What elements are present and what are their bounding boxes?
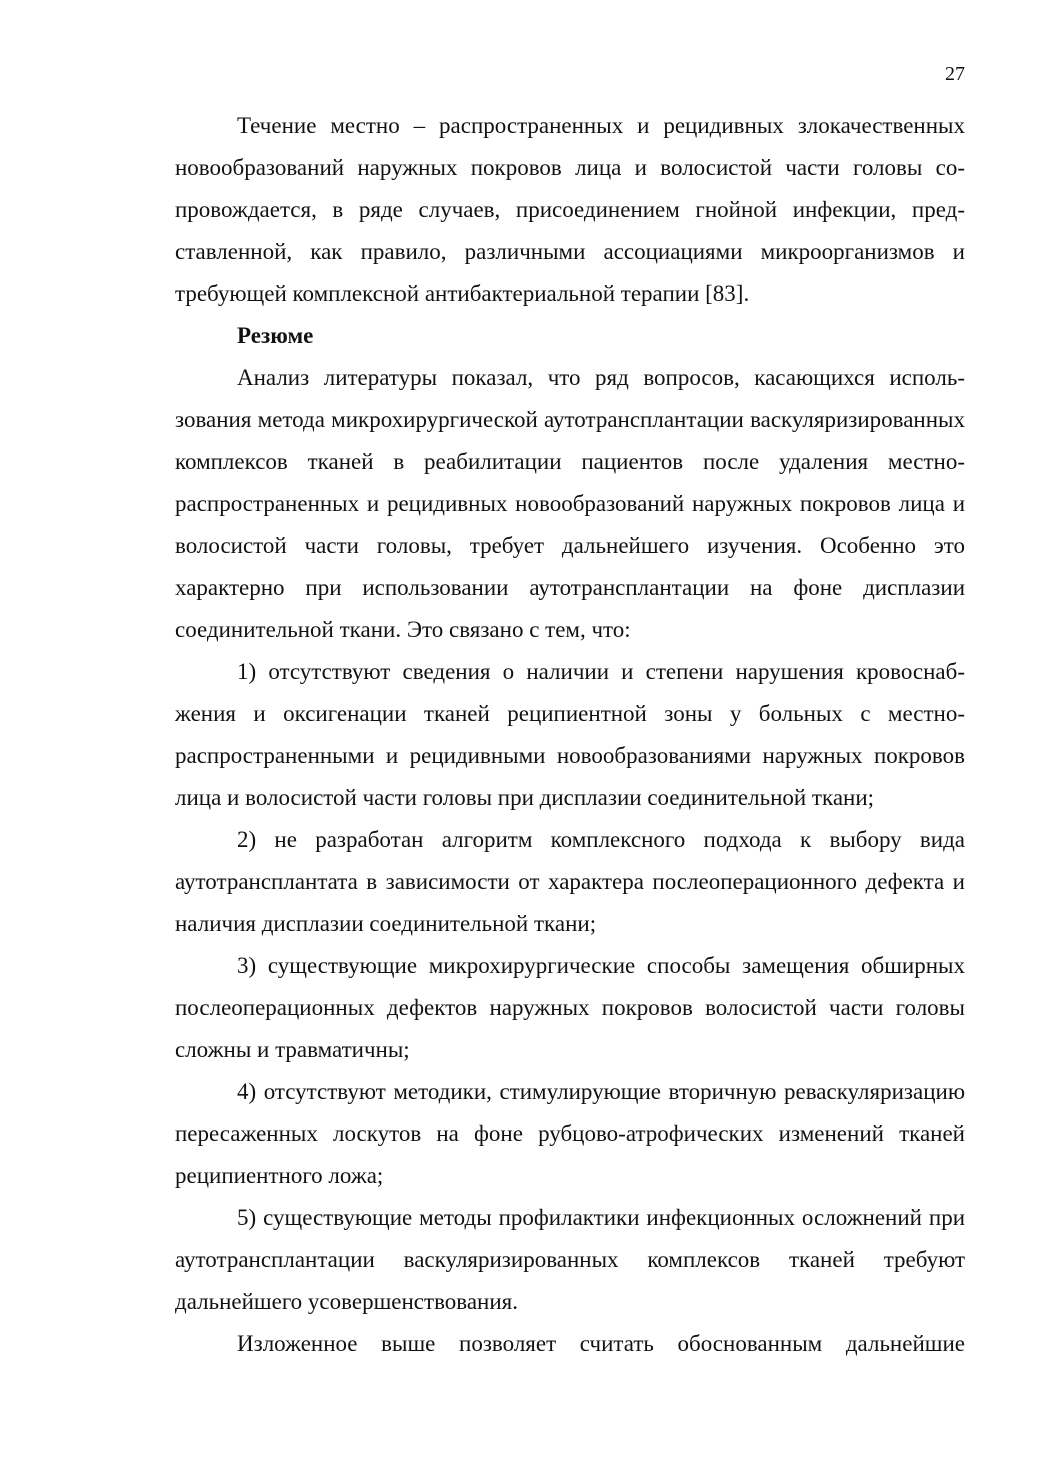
list-item-2: 2) не разработан алгоритм комплексного подхода к выбору вида аутотрансплантата в зависимости от характера послеоперационного дефекта и наличия дисплазии соединительной ткани; bbox=[175, 827, 965, 936]
page-number: 27 bbox=[945, 63, 965, 85]
list-item-5: 5) существующие методы профилактики инфекционных осложнений при аутотрансплантации васкуляризированных комплексов тканей требуют дальнейшего усовершенствования. bbox=[175, 1205, 965, 1314]
paragraph-intro: Течение местно – распространенных и рецидивных злокачественных новообразований наружных покровов лица и волосистой части головы сопровождается, в ряде случаев, присоединением гнойной инфекции, представленной, как правило, различными ассоциациями микроорганизмов и требующей комплексной антибактериальной терапии [83]. bbox=[175, 113, 965, 306]
list-item-1: 1) отсутствуют сведения о наличии и степени нарушения кровоснабжения и оксигенации тканей реципиентной зоны у больных с местно-распространенными и рецидивными новообразованиями наружных покровов лица и волосистой части головы при дисплазии соединительной ткани; bbox=[175, 659, 965, 810]
paragraph-conclusion: Изложенное выше позволяет считать обоснованным дальнейшие bbox=[237, 1331, 965, 1356]
paragraph-analysis: Анализ литературы показал, что ряд вопросов, касающихся использования метода микрохирургической аутотрансплантации васкуляризированных комплексов тканей в реабилитации пациентов после удаления местно-распространенных и рецидивных новообразований наружных покровов лица и волосистой части головы, требует дальнейшего изучения. Особенно это характерно при использовании аутотрансплантации на фоне дисплазии соединительной ткани. Это связано с тем, что: bbox=[175, 365, 965, 642]
page-body bbox=[175, 105, 965, 1365]
list-item-3: 3) существующие микрохирургические способы замещения обширных послеоперационных дефектов наружных покровов волосистой части головы сложны и травматичны; bbox=[175, 953, 965, 1062]
list-item-4: 4) отсутствуют методики, стимулирующие вторичную реваскуляризацию пересаженных лоскутов на фоне рубцово-атрофических изменений тканей реципиентного ложа; bbox=[175, 1079, 965, 1188]
section-heading-summary: Резюме bbox=[237, 323, 314, 348]
